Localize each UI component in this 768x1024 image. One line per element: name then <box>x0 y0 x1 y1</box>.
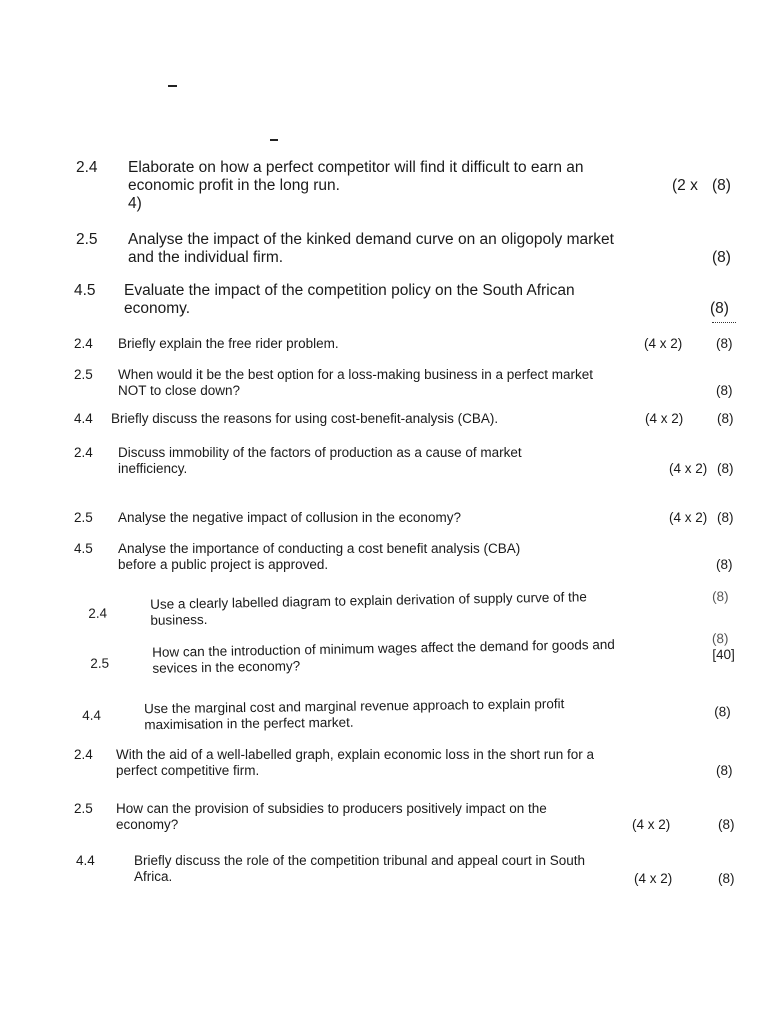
question-item <box>76 159 746 219</box>
total-marks: [40] <box>712 646 735 663</box>
question-marks: (8) <box>717 461 734 476</box>
mark-allocation: (2 x <box>672 177 698 194</box>
question-text: maximisation in the perfect market. <box>144 714 354 732</box>
mark-allocation: (4 x 2) <box>644 336 683 351</box>
question-number: 4.5 <box>74 282 96 299</box>
question-text: Africa. <box>134 868 173 884</box>
question-text: inefficiency. <box>118 460 188 476</box>
question-item <box>74 510 744 530</box>
question-item <box>74 541 744 575</box>
question-marks: (8) <box>716 557 733 572</box>
question-text: Analyse the impact of the kinked demand curve on an oligopoly market <box>128 231 614 248</box>
question-text: NOT to close down? <box>118 382 241 398</box>
question-text: Discuss immobility of the factors of production as a cause of market <box>118 445 522 460</box>
question-number: 4.5 <box>74 541 93 556</box>
question-text: economic profit in the long run. <box>128 176 340 194</box>
question-item <box>82 694 738 738</box>
question-item <box>74 282 744 326</box>
question-text: sevices in the economy? <box>152 657 301 676</box>
question-marks: (8) <box>712 177 731 194</box>
question-number: 2.5 <box>90 655 110 671</box>
question-marks: (8) <box>711 630 729 647</box>
mark-allocation: (4 x 2) <box>669 461 708 476</box>
question-text: Elaborate on how a perfect competitor will find it difficult to earn an <box>128 159 584 176</box>
question-text: Briefly discuss the role of the competition tribunal and appeal court in South <box>134 853 586 868</box>
question-item <box>74 445 744 479</box>
question-marks: (8) <box>717 510 734 525</box>
question-text: perfect competitive firm. <box>116 762 260 778</box>
question-text: How can the introduction of minimum wages affect the demand for goods and <box>151 636 615 660</box>
question-number: 2.4 <box>88 605 108 621</box>
question-text: With the aid of a well-labelled graph, explain economic loss in the short run for a <box>116 747 595 762</box>
question-marks: (8) <box>717 411 734 426</box>
question-number: 2.4 <box>74 747 93 762</box>
dotted-underline <box>712 322 736 323</box>
question-number: 4.4 <box>82 707 102 723</box>
question-text: and the individual firm. <box>128 248 284 266</box>
question-number: 2.4 <box>74 336 93 351</box>
mark-allocation: (4 x 2) <box>634 871 673 886</box>
question-marks: (8) <box>714 704 731 720</box>
question-text: business. <box>150 611 208 628</box>
question-number: 2.4 <box>76 159 98 176</box>
question-marks: (8) <box>716 383 733 398</box>
question-text: Briefly explain the free rider problem. <box>118 336 339 351</box>
question-number: 2.5 <box>74 801 93 816</box>
question-marks: (8) <box>710 300 729 317</box>
question-number: 2.5 <box>74 510 93 525</box>
question-text: economy? <box>116 816 179 832</box>
question-item <box>74 801 744 835</box>
question-marks: (8) <box>716 763 733 778</box>
question-number: 2.5 <box>74 367 93 382</box>
question-marks: (8) <box>718 817 735 832</box>
question-number: 4.4 <box>76 853 95 868</box>
question-number: 4.4 <box>74 411 93 426</box>
question-text: Use a clearly labelled diagram to explain derivation of supply curve of the <box>149 589 587 612</box>
question-text: Use the marginal cost and marginal revenue approach to explain profit <box>143 696 565 717</box>
page-mark-dash <box>168 85 177 87</box>
question-marks: (8) <box>711 588 729 605</box>
question-text: When would it be the best option for a loss-making business in a perfect market <box>118 367 593 382</box>
question-item <box>74 367 744 401</box>
question-number: 2.4 <box>74 445 93 460</box>
question-item <box>90 630 741 686</box>
question-text: How can the provision of subsidies to producers positively impact on the <box>116 801 547 816</box>
question-text: 4) <box>128 194 142 212</box>
question-text: economy. <box>124 299 191 317</box>
question-item <box>74 747 744 781</box>
question-item <box>74 336 744 356</box>
mark-allocation: (4 x 2) <box>669 510 708 525</box>
page-mark-dash <box>270 139 278 141</box>
question-marks: (8) <box>712 249 731 266</box>
question-text: Briefly discuss the reasons for using cost-benefit-analysis (CBA). <box>111 411 499 426</box>
question-item <box>76 853 746 887</box>
question-number: 2.5 <box>76 231 98 248</box>
question-item <box>76 231 746 271</box>
mark-allocation: (4 x 2) <box>632 817 671 832</box>
question-text: Analyse the importance of conducting a cost benefit analysis (CBA) <box>118 541 521 556</box>
question-item <box>88 587 741 636</box>
question-marks: (8) <box>716 336 733 351</box>
question-text: Evaluate the impact of the competition policy on the South African <box>124 282 575 299</box>
question-text: before a public project is approved. <box>118 556 329 572</box>
question-text: Analyse the negative impact of collusion in the economy? <box>118 510 461 525</box>
mark-allocation: (4 x 2) <box>645 411 684 426</box>
question-item <box>74 411 744 431</box>
question-marks: (8) <box>718 871 735 886</box>
